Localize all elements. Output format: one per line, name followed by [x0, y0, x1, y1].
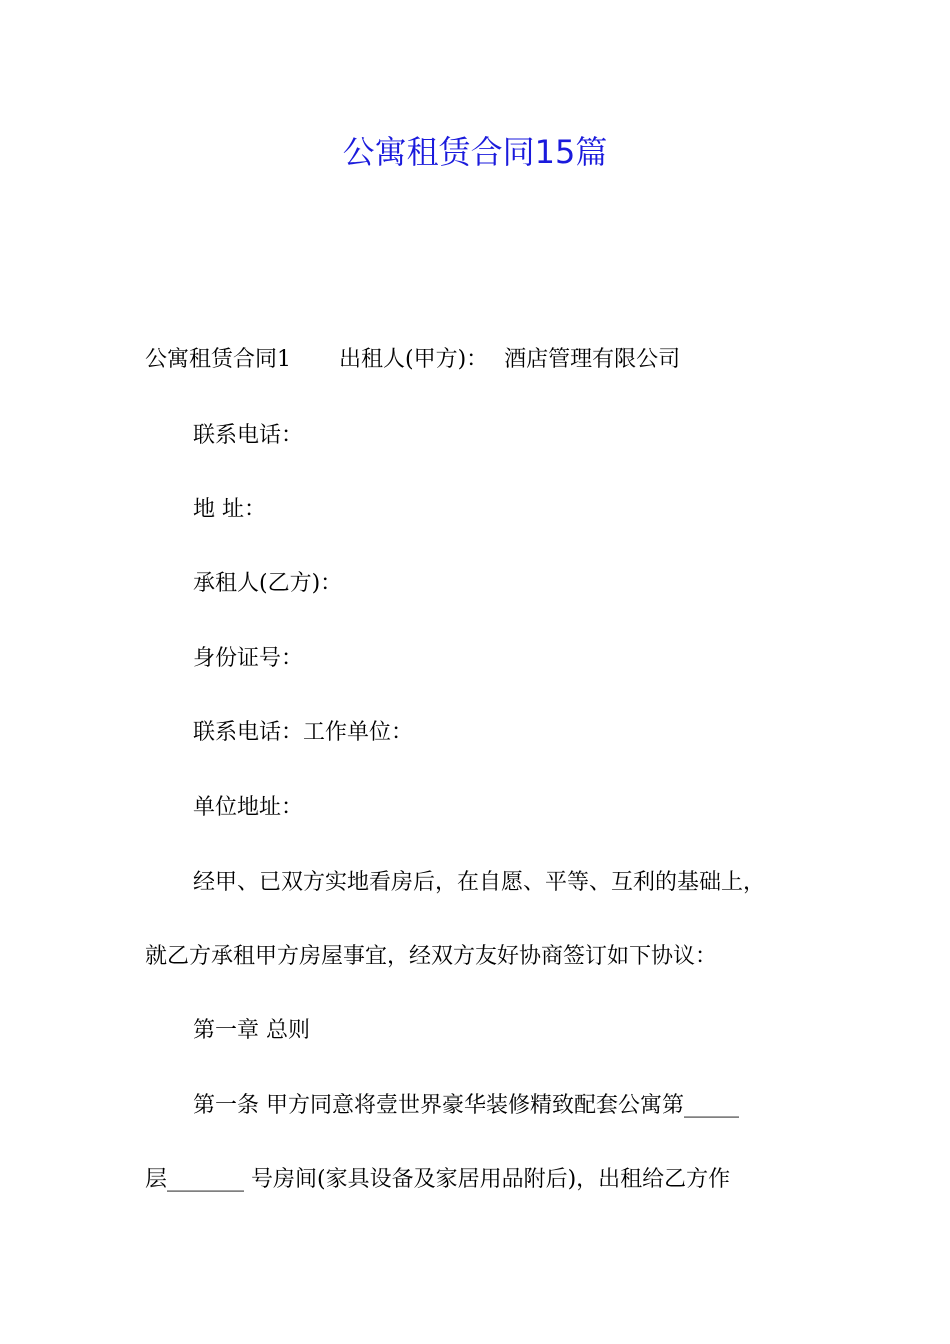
lessee-phone-work-line: 联系电话：工作单位： — [193, 720, 414, 745]
document-title: 公寓租赁合同15篇 — [342, 133, 608, 171]
lessee-line: 承租人(乙方)： — [193, 571, 343, 596]
contract-heading-line — [145, 344, 680, 376]
work-address-line: 单位地址： — [193, 795, 304, 820]
contract-number: 公寓租赁合同1 — [145, 347, 291, 372]
paragraph-line: 就乙方承租甲方房屋事宜，经双方友好协商签订如下协议： — [145, 944, 718, 969]
lessor-address-line: 地 址： — [193, 497, 266, 522]
paragraph-line: 层_______ 号房间(家具设备及家居用品附后)，出租给乙方作 — [145, 1167, 731, 1192]
id-number-line: 身份证号： — [193, 646, 304, 671]
lessor-phone-line: 联系电话： — [193, 423, 304, 448]
lessor-label: 出租人(甲方)： — [339, 347, 489, 372]
paragraph-line: 经甲、已双方实地看房后，在自愿、平等、互利的基础上， — [193, 870, 766, 895]
lessor-name: 酒店管理有限公司 — [504, 347, 681, 372]
chapter-heading: 第一章 总则 — [193, 1018, 310, 1043]
paragraph-line: 第一条 甲方同意将壹世界豪华装修精致配套公寓第_____ — [193, 1093, 739, 1118]
